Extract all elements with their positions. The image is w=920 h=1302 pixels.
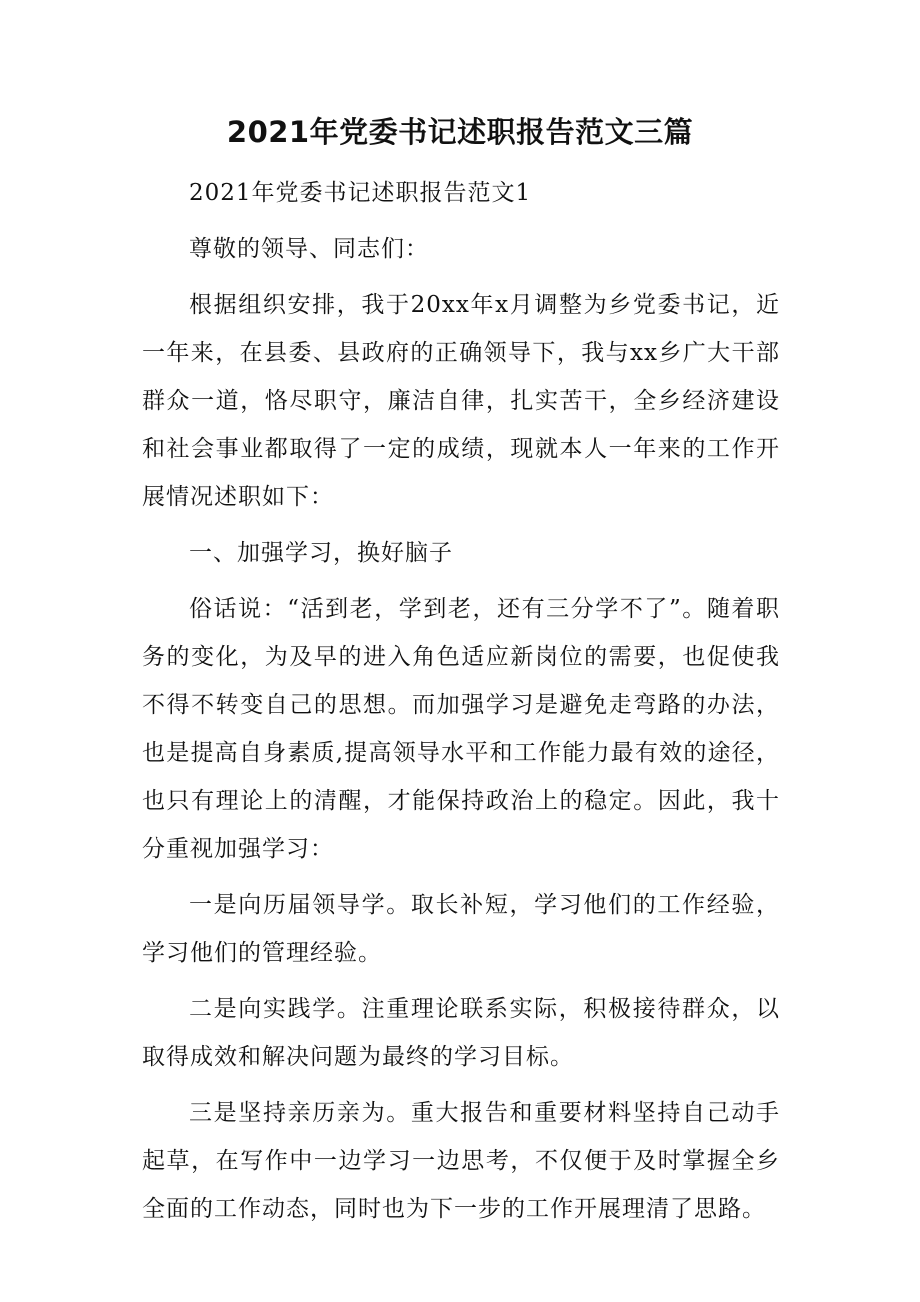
document-title: 2021年党委书记述职报告范文三篇 <box>226 115 694 149</box>
paragraph-point-3: 三是坚持亲历亲为。重大报告和重要材料坚持自己动手起草，在写作中一边学习一边思考，不仅便于及时掌握全乡全面的工作动态，同时也为下一步的工作开展理清了思路。 <box>142 1100 780 1222</box>
paragraph-intro: 根据组织安排，我于20xx年x月调整为乡党委书记，近一年来，在县委、县政府的正确领导下，我与xx乡广大干部群众一道，恪尽职守，廉洁自律，扎实苦干，全乡经济建设和社会事业都取得了一定的成绩，现就本人一年来的工作开展情况述职如下： <box>142 292 780 510</box>
salutation: 尊敬的领导、同志们： <box>189 236 429 262</box>
paragraph-point-1: 一是向历届领导学。取长补短，学习他们的工作经验，学习他们的管理经验。 <box>142 892 780 966</box>
paragraph-study: 俗话说：“活到老，学到老，还有三分学不了”。随着职务的变化，为及早的进入角色适应新岗位的需要，也促使我不得不转变自己的思想。而加强学习是避免走弯路的办法，也是提高自身素质,提高领导水平和工作能力最有效的途径，也只有理论上的清醒，才能保持政治上的稳定。因此，我十分重视加强学习： <box>142 596 780 862</box>
section-heading-1: 一、加强学习，换好脑子 <box>189 540 453 566</box>
paragraph-point-2: 二是向实践学。注重理论联系实际，积极接待群众，以取得成效和解决问题为最终的学习目标。 <box>142 996 780 1070</box>
section-subtitle: 2021年党委书记述职报告范文1 <box>189 180 532 206</box>
document-body <box>142 169 780 1241</box>
